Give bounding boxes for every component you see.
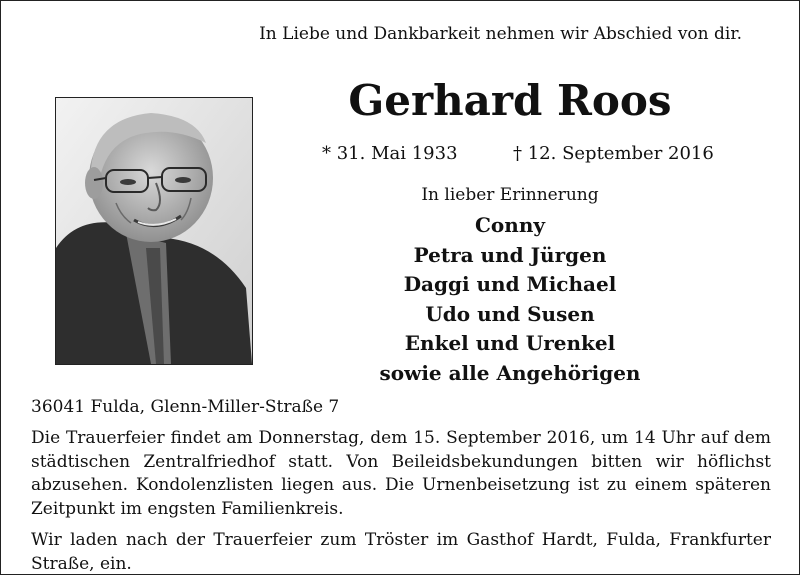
funeral-paragraph: Die Trauerfeier findet am Donnerstag, dem 15. September 2016, um 14 Uhr auf dem städtischen Zentralfriedhof statt. Von Beileidsbekundungen bitten wir höflichst abzusehen. Kondolenzlisten liegen aus. Die Urnenbeisetzung ist zu einem späteren Zeitpunkt im engsten Familienkreis.	[31, 428, 771, 519]
portrait-photo	[55, 97, 253, 365]
mourner-line: sowie alle Angehörigen	[379, 360, 641, 385]
mourners-list	[300, 211, 720, 388]
mourner-line: Udo und Susen	[425, 301, 595, 326]
intro-line: In Liebe und Dankbarkeit nehmen wir Abschied von dir.	[259, 24, 742, 44]
address: 36041 Fulda, Glenn-Miller-Straße 7	[31, 397, 340, 417]
invitation-paragraph: Wir laden nach der Trauerfeier zum Tröster im Gasthof Hardt, Fulda, Frankfurter Straße, ein.	[31, 530, 771, 574]
death-date: † 12. September 2016	[513, 143, 714, 164]
birth-date: * 31. Mai 1933	[322, 143, 458, 164]
mourner-line: Petra und Jürgen	[413, 242, 607, 267]
memory-line: In lieber Erinnerung	[421, 185, 599, 205]
mourner-line: Conny	[475, 213, 545, 237]
mourner-line: Enkel und Urenkel	[404, 331, 616, 355]
mourner-line: Daggi und Michael	[403, 272, 617, 296]
deceased-name: Gerhard Roos	[348, 76, 672, 125]
